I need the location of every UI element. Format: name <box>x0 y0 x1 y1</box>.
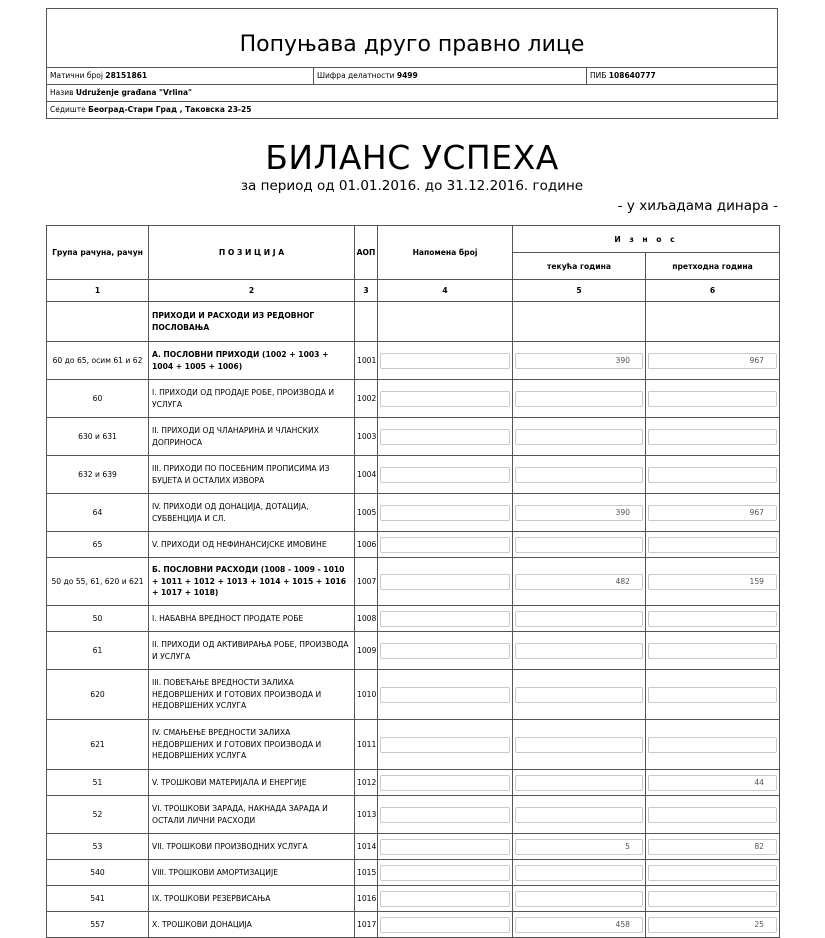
row-group: 50 до 55, 61, 620 и 621 <box>47 558 149 606</box>
row-pozicija: II. ПРИХОДИ ОД АКТИВИРАЊА РОБЕ, ПРОИЗВОДА И УСЛУГА <box>149 632 355 670</box>
row-pozicija: I. НАБАВНА ВРЕДНОСТ ПРОДАТЕ РОБЕ <box>149 606 355 632</box>
col-header-napomena: Напомена број <box>378 226 513 280</box>
form-filler-title: Попуњава друго правно лице <box>47 9 777 68</box>
pib-label: ПИБ <box>590 71 607 80</box>
napomena-field[interactable] <box>380 865 510 881</box>
row-aop: 1016 <box>355 886 378 912</box>
row-group: 53 <box>47 834 149 860</box>
row-aop: 1003 <box>355 418 378 456</box>
napomena-field[interactable] <box>380 917 510 933</box>
row-aop: 1002 <box>355 380 378 418</box>
prethodna-godina-field[interactable]: 82 <box>648 839 777 855</box>
row-pozicija: IV. СМАЊЕЊЕ ВРЕДНОСТИ ЗАЛИХА НЕДОВРШЕНИХ И ГОТОВИХ ПРОИЗВОДА И НЕДОВРШЕНИХ УСЛУГА <box>149 720 355 770</box>
prethodna-godina-field[interactable] <box>648 807 777 823</box>
prethodna-godina-field[interactable] <box>648 891 777 907</box>
row-pozicija: А. ПОСЛОВНИ ПРИХОДИ (1002 + 1003 + 1004 + 1005 + 1006) <box>149 342 355 380</box>
row-group: 64 <box>47 494 149 532</box>
row-pozicija: Б. ПОСЛОВНИ РАСХОДИ (1008 - 1009 - 1010 + 1011 + 1012 + 1013 + 1014 + 1015 + 1016 + 1017 + 1018) <box>149 558 355 606</box>
row-aop: 1004 <box>355 456 378 494</box>
row-group: 65 <box>47 532 149 558</box>
row-aop: 1013 <box>355 796 378 834</box>
prethodna-godina-field[interactable]: 44 <box>648 775 777 791</box>
col-num-5: 5 <box>513 280 646 302</box>
header-row-sediste <box>47 102 777 118</box>
naziv-value: Udruženje građana "Vrlina" <box>75 88 192 97</box>
tekuca-godina-field[interactable] <box>515 865 643 881</box>
napomena-field[interactable] <box>380 807 510 823</box>
napomena-field[interactable] <box>380 839 510 855</box>
row-group: 61 <box>47 632 149 670</box>
row-group: 51 <box>47 770 149 796</box>
company-header <box>46 8 778 119</box>
income-statement-table <box>46 225 780 938</box>
row-pozicija: V. ТРОШКОВИ МАТЕРИЈАЛА И ЕНЕРГИЈЕ <box>149 770 355 796</box>
tekuca-godina-field[interactable] <box>515 391 643 407</box>
row-group: 620 <box>47 670 149 720</box>
tekuca-godina-field[interactable]: 5 <box>515 839 643 855</box>
napomena-field[interactable] <box>380 537 510 553</box>
col-header-prethodna: претходна година <box>646 253 780 280</box>
row-aop: 1011 <box>355 720 378 770</box>
table-row <box>47 912 780 938</box>
napomena-field[interactable] <box>380 611 510 627</box>
row-pozicija: VII. ТРОШКОВИ ПРОИЗВОДНИХ УСЛУГА <box>149 834 355 860</box>
row-aop: 1017 <box>355 912 378 938</box>
maticni-value: 28151861 <box>105 71 148 80</box>
col-num-2: 2 <box>149 280 355 302</box>
row-group: 630 и 631 <box>47 418 149 456</box>
prethodna-godina-field[interactable]: 25 <box>648 917 777 933</box>
row-group: 621 <box>47 720 149 770</box>
section-title: ПРИХОДИ И РАСХОДИ ИЗ РЕДОВНОГ ПОСЛОВАЊА <box>149 302 355 342</box>
napomena-field[interactable] <box>380 643 510 659</box>
table-row <box>47 494 780 532</box>
row-pozicija: VI. ТРОШКОВИ ЗАРАДА, НАКНАДА ЗАРАДА И ОСТАЛИ ЛИЧНИ РАСХОДИ <box>149 796 355 834</box>
col-header-aop: АОП <box>355 226 378 280</box>
row-group: 632 и 639 <box>47 456 149 494</box>
col-header-iznos: И з н о с <box>513 226 780 253</box>
row-group: 540 <box>47 860 149 886</box>
tekuca-godina-field[interactable] <box>515 807 643 823</box>
prethodna-godina-field[interactable]: 967 <box>648 353 777 369</box>
tekuca-godina-field[interactable] <box>515 611 643 627</box>
header-row-naziv <box>47 85 777 102</box>
section-row <box>47 302 780 342</box>
prethodna-godina-field[interactable] <box>648 391 777 407</box>
row-pozicija: V. ПРИХОДИ ОД НЕФИНАНСИЈСКЕ ИМОВИНЕ <box>149 532 355 558</box>
table-row <box>47 796 780 834</box>
napomena-field[interactable] <box>380 505 510 521</box>
table-row <box>47 860 780 886</box>
napomena-field[interactable] <box>380 891 510 907</box>
napomena-field[interactable] <box>380 391 510 407</box>
row-group: 52 <box>47 796 149 834</box>
row-pozicija: IV. ПРИХОДИ ОД ДОНАЦИЈА, ДОТАЦИЈА, СУБВЕНЦИЈА И СЛ. <box>149 494 355 532</box>
table-row <box>47 720 780 770</box>
sediste-value: Београд-Стари Град , Таковска 23-25 <box>88 105 252 114</box>
tekuca-godina-field[interactable]: 482 <box>515 574 643 590</box>
report-period: за период од 01.01.2016. до 31.12.2016. године <box>240 178 584 194</box>
prethodna-godina-field[interactable] <box>648 429 777 445</box>
prethodna-godina-field[interactable] <box>648 865 777 881</box>
row-aop: 1007 <box>355 558 378 606</box>
napomena-field[interactable] <box>380 353 510 369</box>
sifra-value: 9499 <box>396 71 418 80</box>
row-aop: 1005 <box>355 494 378 532</box>
col-num-3: 3 <box>355 280 378 302</box>
sediste-label: Седиште <box>50 105 86 114</box>
prethodna-godina-field[interactable] <box>648 467 777 483</box>
row-aop: 1014 <box>355 834 378 860</box>
napomena-field[interactable] <box>380 737 510 753</box>
table-row <box>47 670 780 720</box>
tekuca-godina-field[interactable]: 458 <box>515 917 643 933</box>
row-group: 60 <box>47 380 149 418</box>
tekuca-godina-field[interactable]: 390 <box>515 505 643 521</box>
col-header-group: Група рачуна, рачун <box>47 226 149 280</box>
col-header-tekuca: текућа година <box>513 253 646 280</box>
col-num-6: 6 <box>646 280 780 302</box>
naziv-cell <box>47 85 777 101</box>
table-row <box>47 532 780 558</box>
maticni-cell <box>47 68 313 84</box>
row-pozicija: VIII. ТРОШКОВИ АМОРТИЗАЦИЈЕ <box>149 860 355 886</box>
row-group: 541 <box>47 886 149 912</box>
row-aop: 1009 <box>355 632 378 670</box>
prethodna-godina-field[interactable] <box>648 643 777 659</box>
tekuca-godina-field[interactable]: 390 <box>515 353 643 369</box>
pib-cell <box>586 68 777 84</box>
col-header-pozicija: П О З И Ц И Ј А <box>149 226 355 280</box>
prethodna-godina-field[interactable] <box>648 737 777 753</box>
report-unit: - у хиљадама динара - <box>617 198 778 214</box>
prethodna-godina-field[interactable] <box>648 537 777 553</box>
tekuca-godina-field[interactable] <box>515 775 643 791</box>
row-aop: 1015 <box>355 860 378 886</box>
tekuca-godina-field[interactable] <box>515 737 643 753</box>
tekuca-godina-field[interactable] <box>515 467 643 483</box>
sifra-cell <box>313 68 586 84</box>
tekuca-godina-field[interactable] <box>515 687 643 703</box>
maticni-label: Матични број <box>50 71 103 80</box>
row-aop: 1008 <box>355 606 378 632</box>
row-aop: 1010 <box>355 670 378 720</box>
naziv-label: Назив <box>50 88 74 97</box>
tekuca-godina-field[interactable] <box>515 891 643 907</box>
napomena-field[interactable] <box>380 429 510 445</box>
table-row <box>47 834 780 860</box>
row-group: 557 <box>47 912 149 938</box>
row-aop: 1012 <box>355 770 378 796</box>
table-row <box>47 342 780 380</box>
prethodna-godina-field[interactable]: 159 <box>648 574 777 590</box>
table-row <box>47 380 780 418</box>
row-pozicija: X. ТРОШКОВИ ДОНАЦИЈА <box>149 912 355 938</box>
row-group: 50 <box>47 606 149 632</box>
col-num-1: 1 <box>47 280 149 302</box>
row-pozicija: II. ПРИХОДИ ОД ЧЛАНАРИНА И ЧЛАНСКИХ ДОПРИНОСА <box>149 418 355 456</box>
table-row <box>47 632 780 670</box>
col-num-4: 4 <box>378 280 513 302</box>
table-row <box>47 456 780 494</box>
tekuca-godina-field[interactable] <box>515 429 643 445</box>
row-pozicija: I. ПРИХОДИ ОД ПРОДАЈЕ РОБЕ, ПРОИЗВОДА И УСЛУГА <box>149 380 355 418</box>
row-pozicija: III. ПРИХОДИ ПО ПОСЕБНИМ ПРОПИСИМА ИЗ БУЏЕТА И ОСТАЛИХ ИЗВОРА <box>149 456 355 494</box>
napomena-field[interactable] <box>380 775 510 791</box>
tekuca-godina-field[interactable] <box>515 643 643 659</box>
prethodna-godina-field[interactable]: 967 <box>648 505 777 521</box>
tekuca-godina-field[interactable] <box>515 537 643 553</box>
table-row <box>47 418 780 456</box>
pib-value: 108640777 <box>608 71 656 80</box>
table-row <box>47 558 780 606</box>
table-row <box>47 770 780 796</box>
row-pozicija: III. ПОВЕЋАЊЕ ВРЕДНОСТИ ЗАЛИХА НЕДОВРШЕНИХ И ГОТОВИХ ПРОИЗВОДА И НЕДОВРШЕНИХ УСЛУГА <box>149 670 355 720</box>
sifra-label: Шифра делатности <box>317 71 395 80</box>
napomena-field[interactable] <box>380 574 510 590</box>
table-row <box>47 886 780 912</box>
table-row <box>47 606 780 632</box>
header-row-ids <box>47 68 777 85</box>
napomena-field[interactable] <box>380 467 510 483</box>
sediste-cell <box>47 102 777 118</box>
row-aop: 1006 <box>355 532 378 558</box>
row-group: 60 до 65, осим 61 и 62 <box>47 342 149 380</box>
row-pozicija: IX. ТРОШКОВИ РЕЗЕРВИСАЊА <box>149 886 355 912</box>
prethodna-godina-field[interactable] <box>648 687 777 703</box>
report-title: БИЛАНС УСПЕХА <box>265 138 559 177</box>
napomena-field[interactable] <box>380 687 510 703</box>
row-aop: 1001 <box>355 342 378 380</box>
prethodna-godina-field[interactable] <box>648 611 777 627</box>
